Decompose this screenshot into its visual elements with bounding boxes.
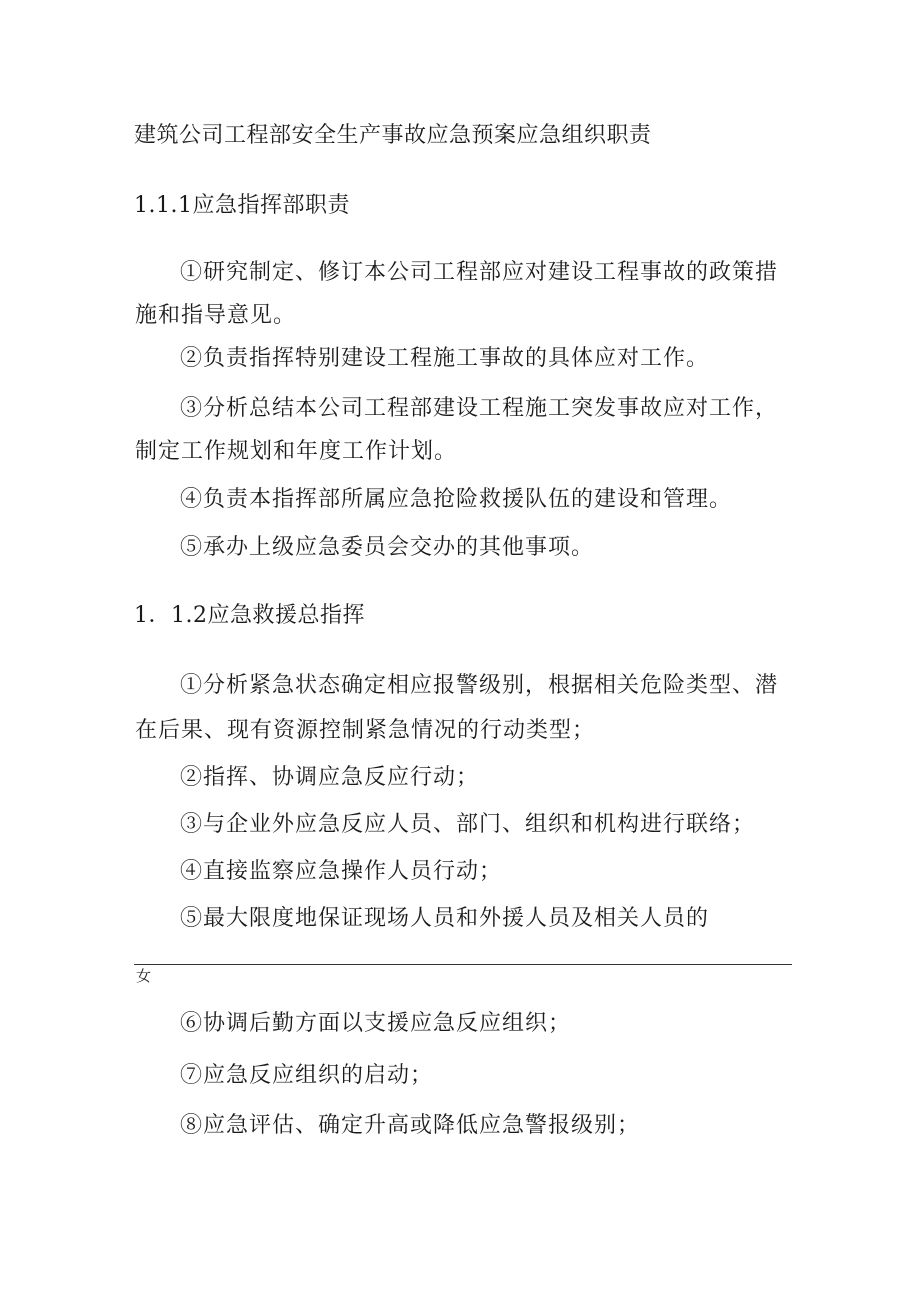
footnote-text: 女 xyxy=(136,967,152,985)
section2-item5: ⑤最大限度地保证现场人员和外援人员及相关人员的 xyxy=(180,906,710,931)
footnote-divider xyxy=(134,964,792,965)
section1-item3-line2: 制定工作规划和年度工作计划。 xyxy=(135,439,458,464)
section1-item5: ⑤承办上级应急委员会交办的其他事项。 xyxy=(180,535,595,560)
section-heading-command-center: 1.1.1应急指挥部职责 xyxy=(134,193,350,218)
section1-item1-line1: ①研究制定、修订本公司工程部应对建设工程事故的政策措 xyxy=(180,260,779,285)
section2-item6: ⑥协调后勤方面以支援应急反应组织； xyxy=(180,1011,572,1036)
document-title: 建筑公司工程部安全生产事故应急预案应急组织职责 xyxy=(134,123,652,148)
section2-item2: ②指挥、协调应急反应行动； xyxy=(180,765,480,790)
section1-item2: ②负责指挥特别建设工程施工事故的具体应对工作。 xyxy=(180,346,710,371)
section1-item4: ④负责本指挥部所属应急抢险救援队伍的建设和管理。 xyxy=(180,487,733,512)
section1-item3-line1: ③分析总结本公司工程部建设工程施工突发事故应对工作， xyxy=(180,396,779,421)
section2-item1-line1: ①分析紧急状态确定相应报警级别，根据相关危险类型、潜 xyxy=(180,673,779,698)
section2-item8: ⑧应急评估、确定升高或降低应急警报级别； xyxy=(180,1113,641,1138)
section2-item3: ③与企业外应急反应人员、部门、组织和机构进行联络； xyxy=(180,812,756,837)
section2-item1-line2: 在后果、现有资源控制紧急情况的行动类型； xyxy=(135,718,596,743)
section1-item1-line2: 施和指导意见。 xyxy=(135,303,297,328)
section2-item7: ⑦应急反应组织的启动； xyxy=(180,1063,434,1088)
section-heading-chief-commander: 1．1.2应急救援总指挥 xyxy=(134,603,365,628)
section2-item4: ④直接监察应急操作人员行动； xyxy=(180,859,503,884)
